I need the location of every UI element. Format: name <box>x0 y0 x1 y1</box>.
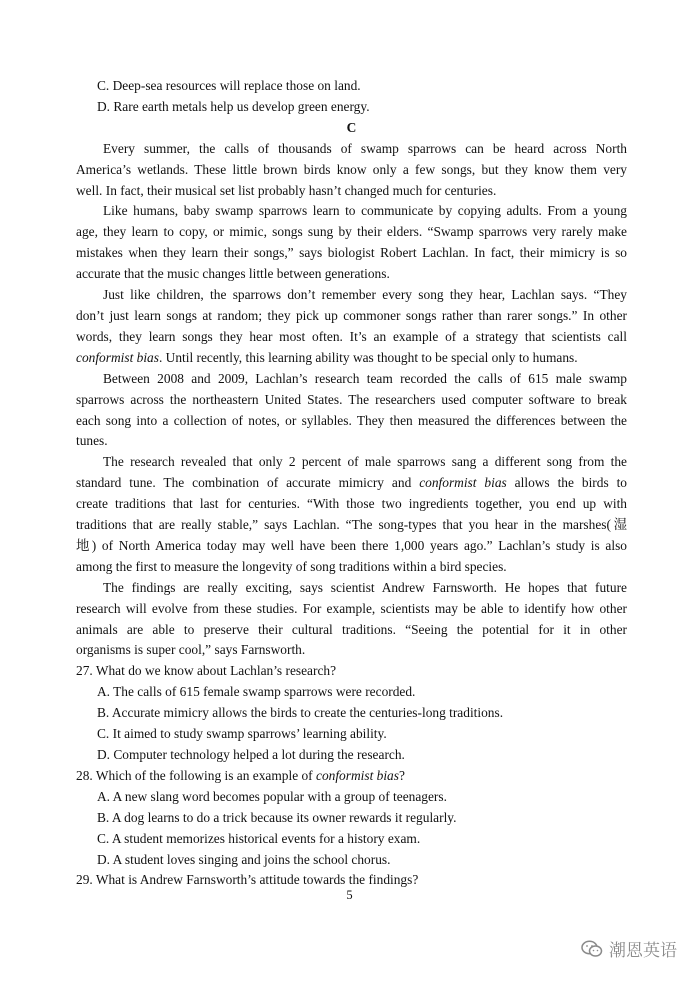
paragraph-line: create traditions that last for centuries. “With those two ingredients together, you end up with <box>76 496 627 512</box>
watermark-text: 潮恩英语 <box>609 941 677 961</box>
answer-option-a: A. The calls of 615 female swamp sparrows were recorded. <box>97 684 416 700</box>
paragraph-line <box>76 348 627 369</box>
question-stem <box>76 766 627 787</box>
paragraph-line: The findings are really exciting, says scientist Andrew Farnsworth. He hopes that future <box>103 579 627 595</box>
answer-option-c: C. A student memorizes historical events for a history exam. <box>97 830 421 846</box>
paragraph-line: research will evolve from these studies. For example, scientists may be able to identify how other <box>76 600 627 616</box>
page-number: 5 <box>346 888 353 902</box>
passage-paragraph-4 <box>76 369 627 453</box>
question-28 <box>76 766 627 871</box>
answer-option-c: C. It aimed to study swamp sparrows’ learning ability. <box>97 726 387 742</box>
passage-paragraph-2 <box>76 201 627 285</box>
previous-option-c: C. Deep-sea resources will replace those on land. <box>97 78 361 93</box>
paragraph-line: animals are able to preserve their cultural traditions. “Seeing the potential for it in other <box>76 621 627 637</box>
paragraph-line: traditions that are really stable,” says Lachlan. “The song-types that you hear in the marshes(湿 <box>76 517 627 533</box>
paragraph-line: organisms is super cool,” says Farnsworth. <box>76 642 306 658</box>
passage-paragraph-3 <box>76 285 627 369</box>
question-stem: 29. What is Andrew Farnsworth’s attitude towards the findings? <box>76 872 419 888</box>
answer-option-b: B. Accurate mimicry allows the birds to create the centuries-long traditions. <box>97 705 504 721</box>
paragraph-line: among the first to measure the longevity of song traditions within a bird species. <box>76 558 507 574</box>
term-conformist-bias: conformist bias <box>419 475 507 491</box>
paragraph-line: Like humans, baby swamp sparrows learn to communicate by copying adults. From a young <box>103 203 627 219</box>
paragraph-line: 地) of North America today may well have been there 1,000 years ago.” Lachlan’s study is also <box>76 537 627 553</box>
paragraph-line: well. In fact, their musical set list probably hasn’t changed much for centuries. <box>76 182 497 198</box>
section-heading: C <box>346 119 357 135</box>
paragraph-text: allows the birds to <box>506 475 627 491</box>
paragraph-line: Every summer, the calls of thousands of swamp sparrows can be heard across North <box>103 140 627 156</box>
question-text: ? <box>398 767 405 783</box>
question-text: 28. Which of the following is an example of <box>76 767 316 783</box>
paragraph-line: The research revealed that only 2 percent of male sparrows sang a different song from the <box>103 454 627 470</box>
paragraph-line: America’s wetlands. These little brown birds know only a few songs, but they know them very <box>76 161 627 177</box>
answer-option-d: D. Computer technology helped a lot during the research. <box>97 747 405 762</box>
term-conformist-bias: conformist bias <box>76 349 159 365</box>
paragraph-line: sparrows across the northeastern United States. The researchers used computer software to break <box>76 391 627 407</box>
passage-paragraph-5 <box>76 452 627 577</box>
paragraph-line: Just like children, the sparrows don’t remember every song they hear, Lachlan says. “They <box>103 287 627 303</box>
paragraph-line <box>76 473 627 494</box>
question-stem: 27. What do we know about Lachlan’s research? <box>76 663 337 679</box>
paragraph-line: accurate that the music changes little between generations. <box>76 266 390 282</box>
previous-option-d: D. Rare earth metals help us develop green energy. <box>97 98 370 114</box>
document-page <box>76 76 627 891</box>
wechat-icon <box>581 940 603 958</box>
paragraph-line: Between 2008 and 2009, Lachlan’s research team recorded the calls of 615 male swamp <box>103 370 627 386</box>
paragraph-line: tunes. <box>76 433 108 449</box>
paragraph-line: mistakes when they learn their songs,” says biologist Robert Lachlan. In fact, their mimicry is so <box>76 245 627 261</box>
paragraph-text: . Until recently, this learning ability was thought to be special only to humans. <box>158 349 578 365</box>
answer-option-a: A. A new slang word becomes popular with a group of teenagers. <box>97 788 447 804</box>
answer-option-d: D. A student loves singing and joins the school chorus. <box>97 851 391 867</box>
passage-paragraph-6 <box>76 578 627 662</box>
passage-paragraph-1 <box>76 139 627 202</box>
paragraph-line: each song into a collection of notes, or syllables. They then measured the differences between the <box>76 412 627 428</box>
paragraph-line: age, they learn to copy, or mimic, songs sung by their elders. “Swamp sparrows very rarely make <box>76 224 627 240</box>
watermark <box>581 936 677 961</box>
paragraph-line: don’t just learn songs at random; they pick up commoner songs rather than rarer songs.” In other <box>76 307 627 323</box>
paragraph-text: standard tune. The combination of accurate mimicry and <box>76 475 420 491</box>
answer-option-b: B. A dog learns to do a trick because its owner rewards it regularly. <box>97 809 457 825</box>
term-conformist-bias: conformist bias <box>316 767 399 783</box>
paragraph-line: words, they learn songs they hear most often. It’s an example of a strategy that scientists call <box>76 328 627 344</box>
question-27 <box>76 661 627 766</box>
